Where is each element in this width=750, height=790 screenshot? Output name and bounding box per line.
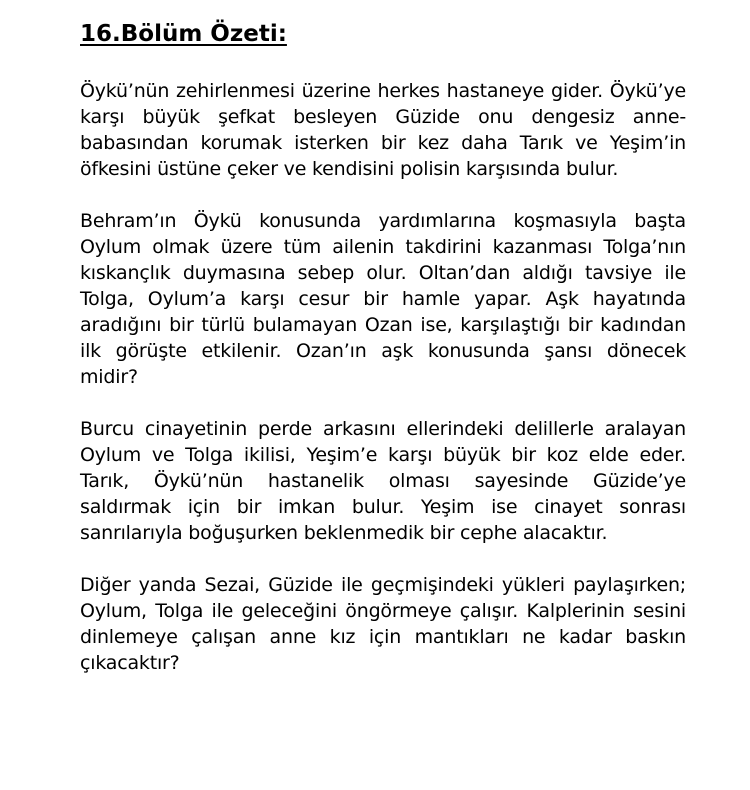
page-title: 16.Bölüm Özeti: <box>80 21 287 47</box>
paragraph-3: Burcu cinayetinin perde arkasını ellerindeki delillerle aralayan Oylum ve Tolga ikilisi, Yeşim’e karşı büyük bir koz elde eder. Tarık, Öykü’nün hastanelik olması sayesinde Güzide’ye saldırmak için bir imkan bulur. Yeşim ise cinayet sonrası sanrılarıyla boğuşurken beklenmedik bir cephe alacaktır. <box>80 418 686 544</box>
summary-document <box>80 0 686 676</box>
paragraph-4: Diğer yanda Sezai, Güzide ile geçmişindeki yükleri paylaşırken; Oylum, Tolga ile geleceğini öngörmeye çalışır. Kalplerinin sesini dinlemeye çalışan anne kız için mantıkları ne kadar baskın çıkacaktır? <box>80 574 686 674</box>
paragraph-2: Behram’ın Öykü konusunda yardımlarına koşmasıyla başta Oylum olmak üzere tüm ailenin takdirini kazanması Tolga’nın kıskançlık duymasına sebep olur. Oltan’dan aldığı tavsiye ile Tolga, Oylum’a karşı cesur bir hamle yapar. Aşk hayatında aradığını bir türlü bulamayan Ozan ise, karşılaştığı bir kadından ilk görüşte etkilenir. Ozan’ın aşk konusunda şansı dönecek midir? <box>80 210 686 388</box>
paragraph-1: Öykü’nün zehirlenmesi üzerine herkes hastaneye gider. Öykü’ye karşı büyük şefkat besleyen Güzide onu dengesiz anne-babasından korumak isterken bir kez daha Tarık ve Yeşim’in öfkesini üstüne çeker ve kendisini polisin karşısında bulur. <box>80 80 686 180</box>
